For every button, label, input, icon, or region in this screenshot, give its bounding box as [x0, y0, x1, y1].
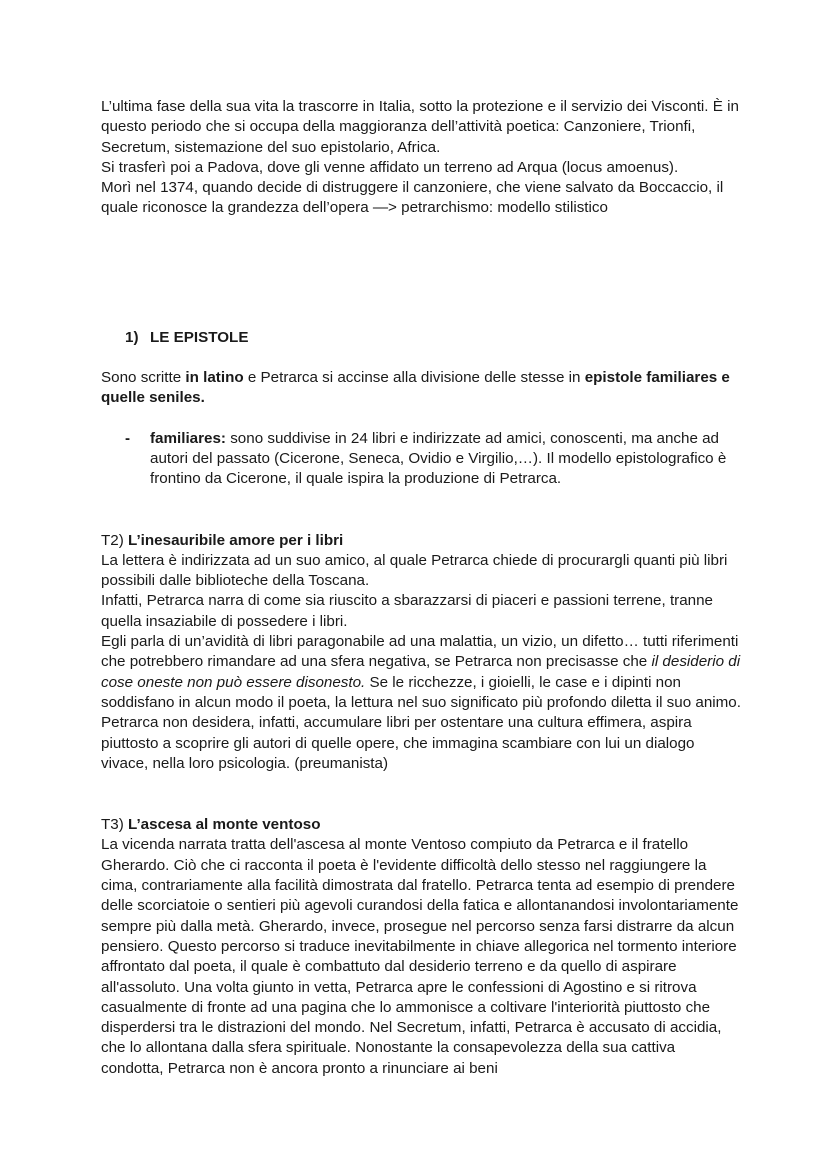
bullet-text	[150, 429, 741, 490]
spacer	[101, 300, 741, 328]
t2-paragraph-3	[101, 632, 741, 713]
t3-paragraph-1: La vicenda narrata tratta dell'ascesa al monte Ventoso compiuto da Petrarca e il fratello Gherardo. Ciò che ci racconta il poeta è l'evidente difficoltà dello stesso nel raggiungere la cima, contrariamente alla facilità dimostrata dal fratello. Petrarca tenta ad esempio di prendere delle scorciatoie o sentieri più agevoli curandosi della fatica e allontanandosi involontariamente sempre più dalla metà. Gherardo, invece, prosegue nel percorso senza farsi distrarre da alcun pensiero. Questo percorso si traduce inevitabilmente in chiave allegorica nel tormento interiore affrontato dal poeta, il quale è combattuto dal desiderio terreno e da quello di aspirare all'assoluto. Una volta giunto in vetta, Petrarca apre le confessioni di Agostino e si ritrova casualmente di fronte ad una pagina che lo ammonisce a coltivare l'interiorità piuttosto che disperdersi tra le distrazioni del mondo. Nel Secretum, infatti, Petrarca è accusato di accidia, che lo allontana dalla sfera spirituale. Nonostante la consapevolezza della sua cattiva condotta, Petrarca non è ancora pronto a rinunciare ai beni	[101, 836, 739, 1077]
bullet-term: familiares:	[150, 429, 226, 447]
t3-label: T3)	[101, 816, 129, 834]
intro-paragraph-3: Morì nel 1374, quando decide di distruggere il canzoniere, che viene salvato da Boccaccio, il quale riconosce la grandezza dell’opera —> petrarchismo: modello stilistico	[101, 179, 724, 217]
t3-heading	[101, 815, 741, 835]
spacer	[101, 348, 741, 368]
list-item-familiares	[125, 429, 741, 490]
document-page	[101, 97, 741, 1079]
text-run: Egli parla di un’avidità di libri paragonabile ad una malattia, un vizio, un difetto… tutti riferimenti che potrebbero rimandare ad una sfera negativa, se Petrarca non precisasse che	[101, 633, 739, 671]
bullet-body: sono suddivise in 24 libri e indirizzate ad amici, conoscenti, ma anche ad autori del passato (Cicerone, Seneca, Ovidio e Virgilio,…). Il modello epistolografico è frontino da Cicerone, il quale ispira la produzione di Petrarca.	[150, 429, 727, 488]
heading-number: 1)	[125, 328, 139, 346]
heading-title: LE EPISTOLE	[150, 328, 249, 346]
italic-quote: il desiderio di cose oneste non può essere disonesto.	[101, 653, 741, 691]
text-run: e Petrarca si accinse alla divisione delle stesse in	[243, 369, 585, 387]
spacer	[101, 409, 741, 429]
t2-title: L’inesauribile amore per i libri	[128, 531, 344, 549]
t2-label: T2)	[101, 531, 129, 549]
spacer	[101, 219, 741, 300]
t3-title: L’ascesa al monte ventoso	[128, 816, 321, 834]
epistole-intro	[101, 368, 741, 409]
t2-paragraph-4: Petrarca non desidera, infatti, accumulare libri per ostentare una cultura effimera, aspira piuttosto a scoprire gli autori di quelle opere, che immagina scambiare con lui un dialogo vivace, nella loro psicologia. (preumanista)	[101, 714, 695, 772]
t2-paragraph-2: Infatti, Petrarca narra di come sia riuscito a sbarazzarsi di piaceri e passioni terrene, tranne quella insaziabile di possedere i libri.	[101, 592, 714, 630]
bold-run: in latino	[185, 369, 244, 387]
spacer	[101, 774, 741, 815]
t2-paragraph-1: La lettera è indirizzata ad un suo amico, al quale Petrarca chiede di procurargli quanti più libri possibili dalle biblioteche della Toscana.	[101, 551, 728, 590]
text-run: Se le ricchezze, i gioielli, le case e i dipinti non soddisfano in alcun modo il poeta, la lettura nel suo significato più profondo diletta il suo animo.	[101, 673, 741, 711]
bullet-dash: -	[125, 429, 131, 447]
t2-heading	[101, 531, 741, 551]
section-heading-epistole	[125, 328, 741, 348]
bold-run: epistole familiares e quelle seniles.	[101, 369, 730, 407]
spacer	[101, 490, 741, 531]
text-run: Sono scritte	[101, 369, 186, 387]
intro-paragraph-1: L’ultima fase della sua vita la trascorre in Italia, sotto la protezione e il servizio dei Visconti. È in questo periodo che si occupa della maggioranza dell’attività poetica: Canzoniere, Trionfi, Secretum, sistemazione del suo epistolario, Africa.	[101, 98, 739, 156]
intro-paragraph-2: Si trasferì poi a Padova, dove gli venne affidato un terreno ad Arqua (locus amoenus).	[101, 158, 679, 176]
